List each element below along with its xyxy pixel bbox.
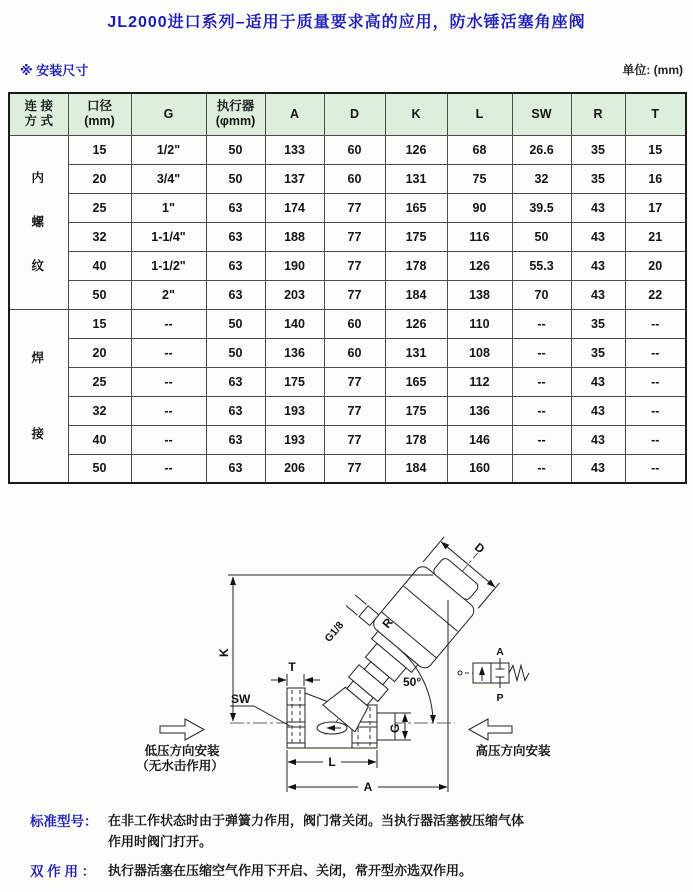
low-pressure-arrow — [160, 719, 204, 740]
dimension-cell: -- — [625, 454, 686, 483]
table-body — [9, 135, 686, 483]
dim-label-d: D — [471, 539, 488, 557]
table-row — [9, 425, 686, 454]
dimension-cell: 43 — [571, 367, 625, 396]
dimension-cell: 32 — [512, 164, 571, 193]
dimension-cell: 1/2" — [131, 135, 206, 164]
dimension-cell: 21 — [625, 222, 686, 251]
dimension-cell: 35 — [571, 309, 625, 338]
note-text-line: 在非工作状态时由于弹簧力作用，阀门常关闭。当执行器活塞被压缩气体 — [108, 813, 525, 828]
dimension-cell: 175 — [385, 222, 447, 251]
note-text-line: 作用时阀门打开。 — [108, 834, 213, 849]
col-sw: SW — [512, 93, 571, 135]
dimension-cell: 77 — [324, 396, 385, 425]
table-row — [9, 396, 686, 425]
dimension-cell: 32 — [68, 396, 131, 425]
high-pressure-caption: 高压方向安装 — [475, 744, 551, 758]
high-pressure-arrow — [469, 719, 512, 740]
dimension-cell: 32 — [68, 222, 131, 251]
dimension-cell: 63 — [206, 251, 265, 280]
svg-text:G: G — [388, 723, 402, 733]
svg-text:50°: 50° — [403, 675, 422, 689]
dimension-cell: 43 — [571, 280, 625, 309]
dimension-sw — [230, 692, 290, 726]
dimension-cell: 137 — [265, 164, 324, 193]
dimension-cell: 1-1/2" — [131, 251, 206, 280]
dimension-cell: 50 — [206, 338, 265, 367]
dimension-cell: 178 — [385, 425, 447, 454]
dimension-cell: 60 — [324, 338, 385, 367]
dimension-cell: 77 — [324, 280, 385, 309]
dimension-cell: 50 — [206, 309, 265, 338]
dimension-cell: -- — [512, 367, 571, 396]
dimension-cell: 108 — [447, 338, 512, 367]
table-row — [9, 222, 686, 251]
dimension-cell: -- — [131, 309, 206, 338]
dimension-cell: 43 — [571, 396, 625, 425]
note-label: 双 作 用 ： — [30, 864, 96, 879]
dimension-cell: 193 — [265, 425, 324, 454]
low-pressure-caption-2: （无水击作用） — [136, 759, 224, 773]
dimension-cell: 175 — [385, 396, 447, 425]
connection-type-cell: 内 螺 纹 — [9, 135, 68, 309]
dimension-cell: 77 — [324, 222, 385, 251]
dimension-cell: 126 — [385, 309, 447, 338]
col-connection: 连 接 方 式 — [9, 93, 68, 135]
dimension-cell: 50 — [68, 280, 131, 309]
col-g: G — [131, 93, 206, 135]
dimension-cell: 136 — [265, 338, 324, 367]
dimension-cell: 43 — [571, 454, 625, 483]
dimension-cell: 16 — [625, 164, 686, 193]
low-pressure-caption: 低压方向安装 — [144, 744, 220, 758]
table-row — [9, 164, 686, 193]
dimension-cell: -- — [131, 454, 206, 483]
col-t: T — [625, 93, 686, 135]
dimension-cell: 25 — [68, 193, 131, 222]
table-row — [9, 280, 686, 309]
dimension-cell: 206 — [265, 454, 324, 483]
table-row — [9, 338, 686, 367]
dimension-cell: 63 — [206, 425, 265, 454]
dimension-cell: 20 — [68, 338, 131, 367]
dimension-cell: 165 — [385, 367, 447, 396]
dimension-cell: 1" — [131, 193, 206, 222]
dimension-cell: -- — [625, 338, 686, 367]
dimension-cell: 63 — [206, 222, 265, 251]
dimension-cell: 1-1/4" — [131, 222, 206, 251]
dimension-cell: 77 — [324, 367, 385, 396]
dimension-cell: -- — [512, 309, 571, 338]
table-row — [9, 251, 686, 280]
col-l: L — [447, 93, 512, 135]
dimension-cell: 112 — [447, 367, 512, 396]
dimension-cell: 116 — [447, 222, 512, 251]
dimension-cell: 63 — [206, 454, 265, 483]
dimension-cell: 50 — [68, 454, 131, 483]
dimension-cell: 43 — [571, 251, 625, 280]
dimension-l — [287, 750, 377, 769]
dimension-cell: 165 — [385, 193, 447, 222]
dimension-cell: 190 — [265, 251, 324, 280]
dimension-cell: -- — [131, 367, 206, 396]
dimension-cell: 77 — [324, 193, 385, 222]
dimension-cell: 184 — [385, 454, 447, 483]
dimension-cell: 140 — [265, 309, 324, 338]
dimension-cell: 70 — [512, 280, 571, 309]
unit-note: 单位: (mm) — [622, 63, 683, 77]
dimension-cell: 110 — [447, 309, 512, 338]
dimension-cell: 178 — [385, 251, 447, 280]
dimension-cell: 20 — [625, 251, 686, 280]
dimension-cell: -- — [625, 396, 686, 425]
port-p-label: P — [496, 692, 504, 704]
dimension-cell: 25 — [68, 367, 131, 396]
dimension-cell: 43 — [571, 425, 625, 454]
dimension-cell: -- — [131, 338, 206, 367]
col-k: K — [385, 93, 447, 135]
dimension-cell: 131 — [385, 338, 447, 367]
svg-text:T: T — [288, 660, 296, 674]
dimension-cell: 55.3 — [512, 251, 571, 280]
dimension-cell: -- — [512, 454, 571, 483]
dimension-cell: 50 — [206, 135, 265, 164]
col-d: D — [324, 93, 385, 135]
dimension-cell: -- — [512, 425, 571, 454]
dimension-cell: 2" — [131, 280, 206, 309]
dimension-cell: 77 — [324, 454, 385, 483]
pneumatic-symbol — [458, 646, 529, 704]
dimension-cell: 203 — [265, 280, 324, 309]
dimension-cell: 35 — [571, 135, 625, 164]
dimension-cell: 138 — [447, 280, 512, 309]
dimension-cell: 60 — [324, 135, 385, 164]
flow-direction-marker — [317, 722, 347, 734]
col-diameter: 口径 (mm) — [68, 93, 131, 135]
dimension-cell: 175 — [265, 367, 324, 396]
col-actuator: 执行器 (φmm) — [206, 93, 265, 135]
dimension-cell: 160 — [447, 454, 512, 483]
table-row — [9, 135, 686, 164]
dimension-cell: -- — [131, 425, 206, 454]
dimension-cell: 40 — [68, 425, 131, 454]
svg-text:L: L — [328, 755, 336, 769]
port-a-label: A — [496, 646, 504, 658]
dimension-cell: 174 — [265, 193, 324, 222]
dimension-cell: 35 — [571, 338, 625, 367]
dimension-cell: 39.5 — [512, 193, 571, 222]
dimension-cell: 43 — [571, 193, 625, 222]
dimension-cell: 15 — [68, 135, 131, 164]
svg-text:K: K — [217, 648, 231, 657]
dimension-cell: 35 — [571, 164, 625, 193]
col-r: R — [571, 93, 625, 135]
dimension-cell: 146 — [447, 425, 512, 454]
svg-text:SW: SW — [231, 692, 251, 706]
dimension-cell: -- — [512, 338, 571, 367]
dimension-cell: 126 — [385, 135, 447, 164]
note-label: 标准型号： — [30, 814, 98, 829]
dimension-cell: 193 — [265, 396, 324, 425]
installation-drawing — [0, 505, 693, 805]
dimension-cell: -- — [131, 396, 206, 425]
dimension-cell: 26.6 — [512, 135, 571, 164]
dimension-cell: 63 — [206, 396, 265, 425]
dimension-cell: 77 — [324, 251, 385, 280]
dimension-cell: 60 — [324, 309, 385, 338]
dimension-cell: 75 — [447, 164, 512, 193]
dimension-cell: 126 — [447, 251, 512, 280]
dimension-cell: 131 — [385, 164, 447, 193]
dimension-cell: 188 — [265, 222, 324, 251]
dimension-cell: 184 — [385, 280, 447, 309]
dimension-cell: 15 — [68, 309, 131, 338]
dimension-cell: 43 — [571, 222, 625, 251]
dimension-cell: 3/4" — [131, 164, 206, 193]
note-text-line: 执行器活塞在压缩空气作用下开启、关闭，常开型亦选双作用。 — [108, 863, 473, 878]
dim-label-r: R — [379, 615, 396, 631]
pilot-port-label: G1/8 — [322, 619, 347, 645]
dimension-cell: 17 — [625, 193, 686, 222]
dimension-cell: 63 — [206, 193, 265, 222]
page-title: JL2000进口系列–适用于质量要求高的应用，防水锤活塞角座阀 — [107, 14, 586, 31]
section-heading: ※ 安装尺寸 — [20, 63, 89, 78]
dimension-cell: 68 — [447, 135, 512, 164]
dimension-cell: -- — [625, 425, 686, 454]
dimension-cell: 60 — [324, 164, 385, 193]
dimension-cell: 63 — [206, 367, 265, 396]
table-row — [9, 367, 686, 396]
dimension-cell: 50 — [206, 164, 265, 193]
dimension-cell: 50 — [512, 222, 571, 251]
connection-type-cell: 焊 接 — [9, 309, 68, 483]
dimension-cell: 22 — [625, 280, 686, 309]
dimension-table — [8, 92, 687, 484]
table-header — [9, 93, 686, 135]
dimension-cell: -- — [625, 367, 686, 396]
table-row — [9, 309, 686, 338]
table-row — [9, 454, 686, 483]
dimension-cell: -- — [625, 309, 686, 338]
svg-text:A: A — [363, 780, 373, 794]
dimension-cell: 15 — [625, 135, 686, 164]
dimension-cell: 40 — [68, 251, 131, 280]
dimension-cell: 136 — [447, 396, 512, 425]
dimension-cell: -- — [512, 396, 571, 425]
table-row — [9, 193, 686, 222]
dimension-cell: 90 — [447, 193, 512, 222]
dimension-t — [271, 660, 320, 686]
dimension-cell: 63 — [206, 280, 265, 309]
col-a: A — [265, 93, 324, 135]
dimension-cell: 133 — [265, 135, 324, 164]
dimension-cell: 20 — [68, 164, 131, 193]
dimension-cell: 77 — [324, 425, 385, 454]
